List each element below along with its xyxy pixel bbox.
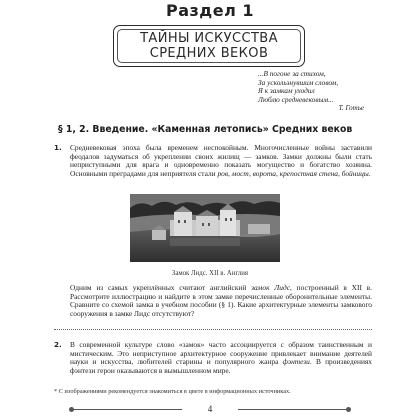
photo-caption: Замок Лидс. XII в. Англия bbox=[171, 270, 249, 277]
footnote: * С изображениями рекомендуется знакомиться в цвете в информационных источниках. bbox=[54, 388, 291, 395]
para-text-end: , построенный в XII в. Рассмотрите иллюстрацию и найдите в этом замке перечисленные оборонительные элементы. Сравните со схемой замка в учебном пособии (§ 1). Какие архитектурные элементы замкового сооружения в замке Лидс отсутствуют? bbox=[70, 283, 373, 318]
para-text-start: Одним из самых укреплённых считают английский bbox=[70, 283, 252, 292]
castle-photo bbox=[130, 194, 280, 262]
task-terms: ров, мост, ворота, крепостная стена, бойницы bbox=[217, 168, 369, 178]
epigraph-line: За ускользнувшим словом, bbox=[258, 77, 339, 87]
epigraph-line: Люблю средневековым... bbox=[258, 94, 334, 104]
task-1-continuation bbox=[70, 284, 372, 318]
task-text-end: . В произведениях фэнтези герои оказываются в вымышленном мире. bbox=[70, 357, 372, 375]
task-text-end: . bbox=[368, 168, 371, 178]
section-title: Раздел 1 bbox=[165, 1, 254, 20]
task-text-start: В современной культуре слово «замок» часто ассоциируется с образом таинственным и мистическим. Это неприступное архитектурное сооружение привлекает внимание деятелей науки и искусства, любителей старины и популярного жанра bbox=[70, 340, 372, 367]
task-text bbox=[70, 341, 372, 375]
task-number: 1. bbox=[54, 143, 62, 152]
task-2 bbox=[54, 341, 372, 375]
epigraph bbox=[258, 69, 364, 113]
task-text-start: Средневековая эпоха была временем неспокойным. Многочисленные войны заставили феодалов задуматься об укреплении своих жилищ — замков. Замки должны были стать неприступными для врага и одновременно показать могущество и богатство хозяина. Основными преградами для неприятеля стали bbox=[70, 143, 372, 178]
page-number: 4 bbox=[207, 404, 213, 414]
chapter-title-box bbox=[113, 25, 305, 67]
dotted-divider bbox=[54, 329, 372, 330]
footer-ornament-right bbox=[238, 409, 348, 410]
para-castle-name: замок Лидс bbox=[251, 283, 291, 292]
epigraph-line: Я к замкам уходил bbox=[258, 86, 315, 96]
epigraph-line: ...В погоне за стихом, bbox=[258, 69, 326, 78]
task-number: 2. bbox=[54, 340, 62, 349]
chapter-title-line-1: ТАЙНЫ ИСКУССТВА bbox=[140, 31, 278, 46]
chapter-title-line-2: СРЕДНИХ ВЕКОВ bbox=[149, 46, 269, 61]
task-text bbox=[70, 144, 372, 178]
castle-photo-image bbox=[130, 194, 280, 262]
epigraph-author: Т. Готье bbox=[338, 104, 364, 113]
footer-ornament-left bbox=[72, 409, 182, 410]
task-genre: фэнтези bbox=[282, 357, 310, 367]
task-1 bbox=[54, 144, 372, 178]
paragraph-heading: § 1, 2. Введение. «Каменная летопись» Средних веков bbox=[58, 124, 353, 135]
